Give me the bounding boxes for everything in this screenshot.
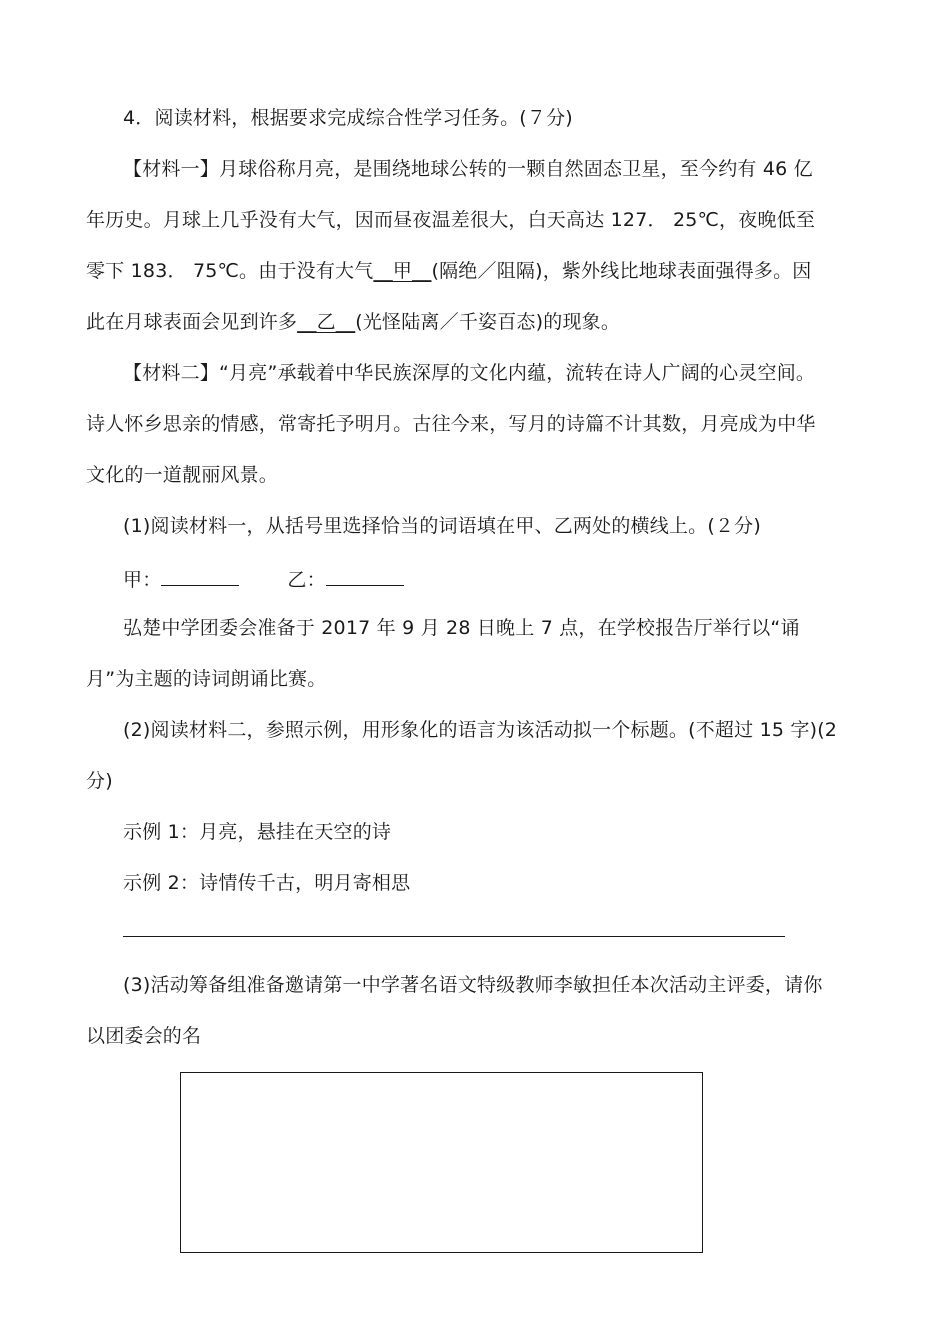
q1-prompt: (1)阅读材料一，从括号里选择恰当的词语填在甲、乙两处的横线上。(２分) [123,515,761,537]
blank-jia: __甲__ [373,260,432,282]
material2-line3: 文化的一道靓丽风景。 [86,464,279,486]
yi-label: 乙： [287,569,326,591]
q1-answer-row [123,563,404,594]
q2-prompt-line1: (2)阅读材料二，参照示例，用形象化的语言为该活动拟一个标题。(不超过 15 字)(2 [123,719,838,741]
q3-prompt-line1: (3)活动筹备组准备邀请第一中学著名语文特级教师李敏担任本次活动主评委，请你 [123,974,823,996]
material1-line4-text-a: 此在月球表面会见到许多 [86,311,298,333]
material2-line2: 诗人怀乡思亲的情感，常寄托予明月。古往今来，写月的诗篇不计其数，月亮成为中华 [86,413,816,435]
material1-line3 [86,257,812,285]
q2-example2: 示例 2：诗情传千古，明月寄相思 [123,872,411,894]
q3-prompt-line2: 以团委会的名 [86,1025,202,1047]
q3-answer-box[interactable] [180,1072,703,1253]
q2-example1: 示例 1：月亮，悬挂在天空的诗 [123,821,392,843]
material1-line4 [86,308,620,336]
question-title: 4．阅读材料，根据要求完成综合性学习任务。(７分) [123,107,573,129]
material1-line4-text-b: (光怪陆离／千姿百态)的现象。 [355,311,621,333]
jia-label: 甲： [123,569,162,591]
material2-line1: 【材料二】“月亮”承载着中华民族深厚的文化内蕴，流转在诗人广阔的心灵空间。 [123,362,816,384]
blank-yi: __乙__ [297,311,356,333]
material1-line3-text-a: 零下 183． 75℃。由于没有大气 [86,260,374,282]
intro-line1: 弘楚中学团委会准备于 2017 年 9 月 28 日晚上 7 点，在学校报告厅举行以“诵 [123,617,800,639]
yi-answer-field[interactable] [326,563,404,586]
q2-answer-line[interactable] [123,936,785,937]
material1-line3-text-b: (隔绝／阻隔)，紫外线比地球表面强得多。因 [431,260,812,282]
intro-line2: 月”为主题的诗词朗诵比赛。 [86,668,327,690]
jia-answer-field[interactable] [161,563,239,586]
material1-line2: 年历史。月球上几乎没有大气，因而昼夜温差很大，白天高达 127． 25℃，夜晚低至 [86,209,816,231]
material1-line1: 【材料一】月球俗称月亮，是围绕地球公转的一颗自然固态卫星，至今约有 46 亿 [123,158,813,180]
q2-prompt-line2: 分) [86,770,113,792]
